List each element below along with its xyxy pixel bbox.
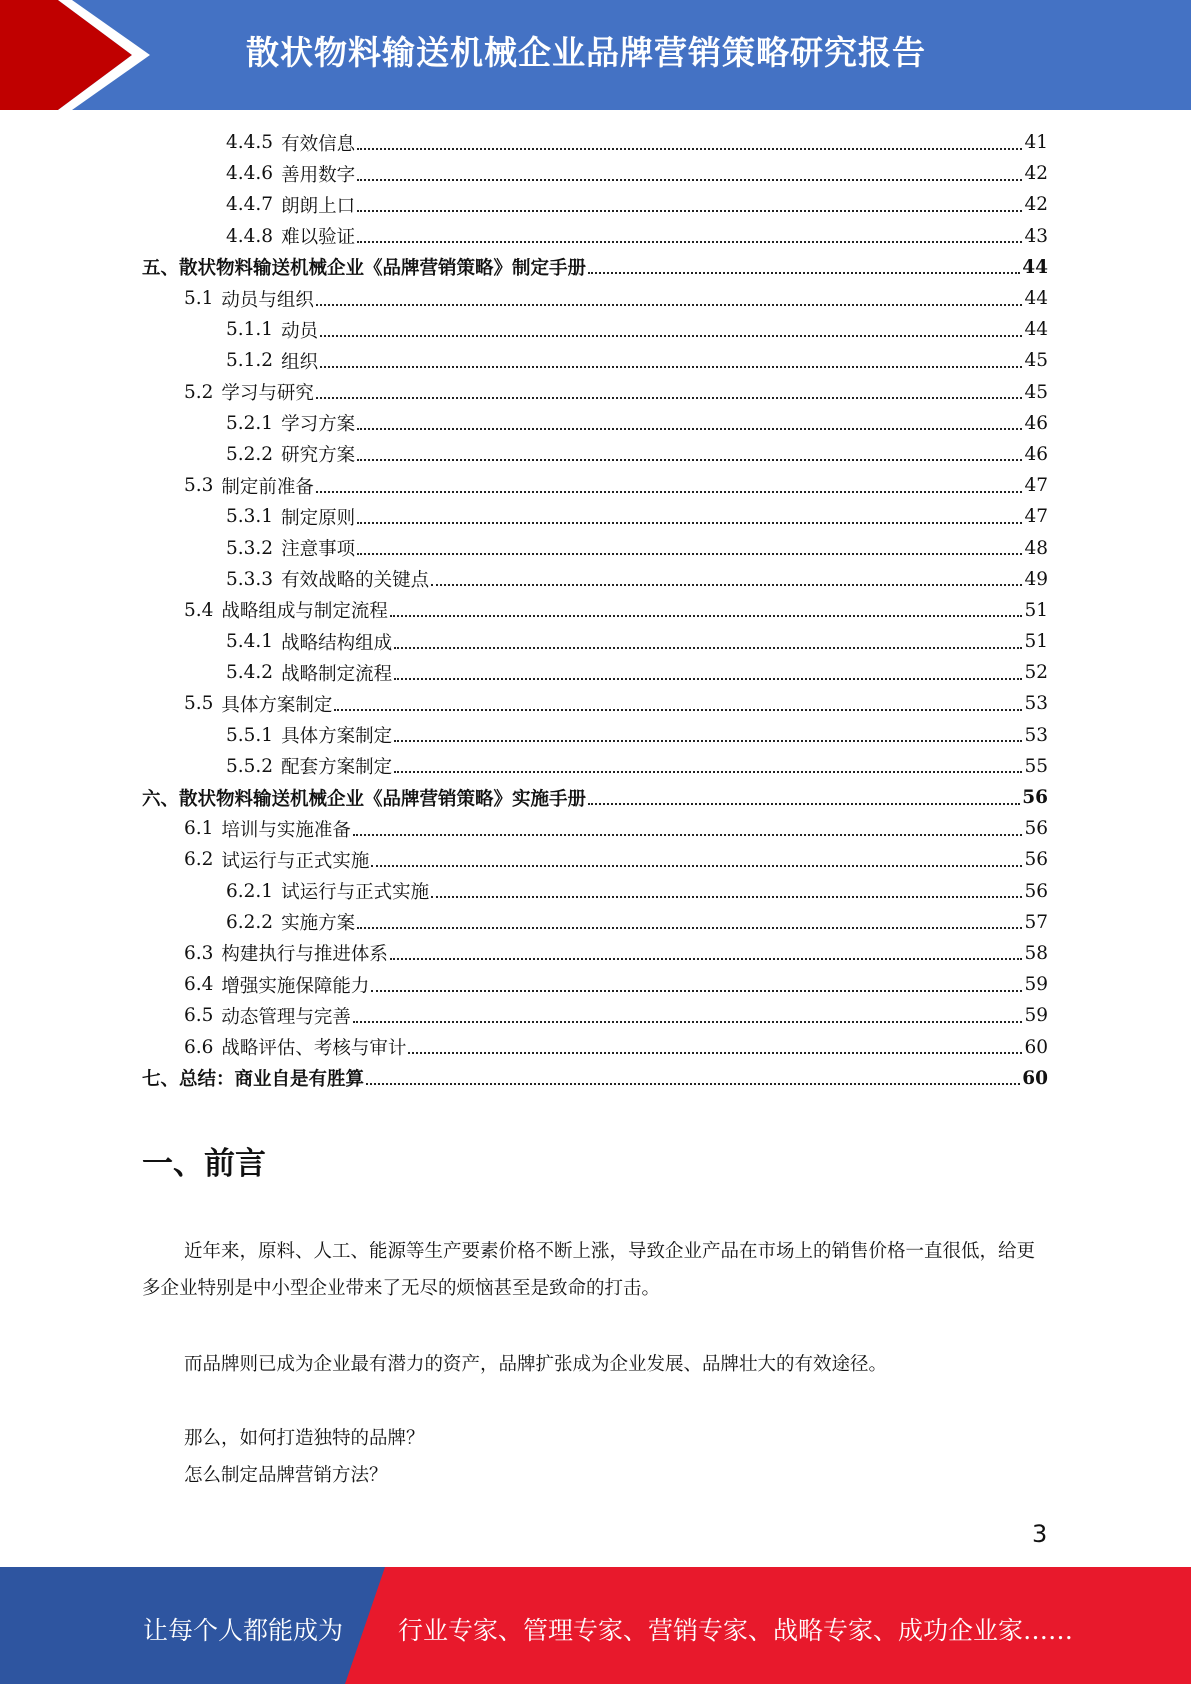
toc-entry[interactable]: [142, 969, 1048, 1000]
toc-dot-leader: [357, 553, 1022, 555]
toc-entry-title: 战略评估、考核与审计: [221, 1038, 407, 1060]
toc-entry-number: 5.5.2: [226, 755, 274, 777]
toc-entry-page: 46: [1024, 412, 1048, 434]
toc-entry[interactable]: [142, 189, 1048, 220]
toc-entry-title: 有效信息: [281, 133, 356, 155]
toc-dot-leader: [334, 709, 1022, 711]
toc-entry[interactable]: [142, 782, 1048, 813]
table-of-contents: [142, 127, 1048, 1094]
toc-dot-leader: [390, 615, 1023, 617]
toc-entry-page: 51: [1024, 599, 1048, 621]
toc-entry-page: 59: [1024, 1005, 1048, 1027]
toc-entry-title: 学习方案: [281, 414, 356, 436]
toc-entry[interactable]: [142, 688, 1048, 719]
toc-entry[interactable]: [142, 501, 1048, 532]
toc-dot-leader: [371, 990, 1022, 992]
toc-entry-number: 5.2.2: [226, 443, 274, 465]
toc-dot-leader: [316, 304, 1023, 306]
toc-entry-title: 六、散状物料输送机械企业《品牌营销策略》实施手册: [142, 788, 587, 810]
toc-entry-title: 试运行与正式实施: [221, 850, 370, 872]
toc-entry-title: 动员与组织: [221, 289, 314, 311]
toc-entry[interactable]: [142, 252, 1048, 283]
toc-entry[interactable]: [142, 127, 1048, 158]
toc-entry-page: 55: [1024, 755, 1048, 777]
toc-entry-page: 44: [1024, 319, 1048, 341]
toc-entry-title: 实施方案: [281, 913, 356, 935]
toc-entry-title: 学习与研究: [221, 383, 314, 405]
toc-entry-page: 52: [1024, 662, 1048, 684]
toc-entry-page: 41: [1024, 132, 1048, 154]
toc-entry-number: 6.3: [184, 942, 214, 964]
toc-entry-title: 制定原则: [281, 507, 356, 529]
toc-dot-leader: [394, 647, 1022, 649]
toc-entry-title: 动态管理与完善: [221, 1006, 351, 1028]
toc-entry-number: 5.1.2: [226, 350, 274, 372]
toc-entry-title: 培训与实施准备: [221, 819, 351, 841]
toc-dot-leader: [371, 865, 1022, 867]
toc-entry-number: 5.5.1: [226, 724, 274, 746]
toc-dot-leader: [357, 927, 1022, 929]
toc-entry-page: 53: [1024, 724, 1048, 746]
toc-entry-number: 5.1.1: [226, 319, 274, 341]
toc-entry-number: 6.6: [184, 1036, 214, 1058]
section-heading: 一、前言: [142, 1146, 266, 1182]
toc-entry-page: 56: [1022, 787, 1048, 809]
toc-entry[interactable]: [142, 907, 1048, 938]
toc-dot-leader: [353, 1021, 1023, 1023]
toc-entry-title: 有效战略的关键点: [281, 570, 430, 592]
page-header: [0, 0, 1191, 110]
toc-entry-title: 五、散状物料输送机械企业《品牌营销策略》制定手册: [142, 258, 587, 280]
toc-entry-number: 6.1: [184, 818, 214, 840]
toc-entry-page: 47: [1024, 506, 1048, 528]
toc-entry-number: 6.2.2: [226, 911, 274, 933]
toc-entry-title: 研究方案: [281, 445, 356, 467]
toc-entry-number: 4.4.8: [226, 225, 274, 247]
toc-entry[interactable]: [142, 813, 1048, 844]
toc-entry-page: 46: [1024, 443, 1048, 465]
toc-entry-page: 60: [1022, 1067, 1048, 1089]
toc-entry[interactable]: [142, 938, 1048, 969]
toc-entry-title: 七、总结：商业自是有胜算: [142, 1069, 365, 1091]
toc-entry[interactable]: [142, 626, 1048, 657]
toc-entry[interactable]: [142, 720, 1048, 751]
toc-dot-leader: [357, 179, 1022, 181]
toc-entry-title: 试运行与正式实施: [281, 882, 430, 904]
toc-entry-page: 45: [1024, 381, 1048, 403]
toc-entry[interactable]: [142, 345, 1048, 376]
toc-dot-leader: [357, 428, 1022, 430]
toc-entry[interactable]: [142, 876, 1048, 907]
toc-entry-number: 6.5: [184, 1005, 214, 1027]
toc-dot-leader: [357, 210, 1022, 212]
toc-entry[interactable]: [142, 595, 1048, 626]
toc-entry[interactable]: [142, 221, 1048, 252]
toc-entry-number: 5.5: [184, 693, 214, 715]
preface-paragraph-2: 而品牌则已成为企业最有潜力的资产，品牌扩张成为企业发展、品牌壮大的有效途径。: [184, 1354, 888, 1375]
toc-entry-page: 59: [1024, 974, 1048, 996]
toc-entry[interactable]: [142, 532, 1048, 563]
toc-entry-page: 44: [1024, 288, 1048, 310]
preface-question-2: 怎么制定品牌营销方法？: [184, 1465, 388, 1486]
toc-entry-title: 朗朗上口: [281, 195, 356, 217]
toc-entry-number: 5.2: [184, 381, 214, 403]
toc-entry-title: 善用数字: [281, 164, 356, 186]
footer-slogan-right: 行业专家、管理专家、营销专家、战略专家、成功企业家……: [398, 1616, 1074, 1645]
toc-entry-page: 47: [1024, 475, 1048, 497]
toc-dot-leader: [588, 272, 1020, 274]
toc-entry-number: 6.4: [184, 974, 214, 996]
toc-entry[interactable]: [142, 158, 1048, 189]
toc-entry-page: 56: [1024, 880, 1048, 902]
toc-entry-page: 48: [1024, 537, 1048, 559]
toc-entry-page: 57: [1024, 911, 1048, 933]
toc-dot-leader: [390, 958, 1023, 960]
toc-entry-number: 5.3.3: [226, 568, 274, 590]
toc-dot-leader: [357, 241, 1022, 243]
toc-entry-title: 制定前准备: [221, 476, 314, 498]
toc-entry-page: 45: [1024, 350, 1048, 372]
toc-entry-page: 43: [1024, 225, 1048, 247]
toc-entry[interactable]: [142, 844, 1048, 875]
footer-slogan-left: 让每个人都能成为: [143, 1616, 344, 1645]
toc-dot-leader: [408, 1052, 1022, 1054]
toc-entry-page: 58: [1024, 942, 1048, 964]
toc-entry-number: 5.3: [184, 475, 214, 497]
toc-dot-leader: [366, 1083, 1020, 1085]
toc-entry-title: 组织: [281, 351, 319, 373]
toc-entry[interactable]: [142, 377, 1048, 408]
toc-entry[interactable]: [142, 1031, 1048, 1062]
toc-entry-title: 增强实施保障能力: [221, 975, 370, 997]
toc-dot-leader: [357, 522, 1022, 524]
toc-entry-page: 44: [1022, 256, 1048, 278]
toc-entry-number: 4.4.5: [226, 132, 274, 154]
toc-entry-number: 5.4: [184, 599, 214, 621]
toc-entry[interactable]: [142, 1000, 1048, 1031]
toc-entry-title: 构建执行与推进体系: [221, 944, 388, 966]
toc-entry-page: 42: [1024, 194, 1048, 216]
toc-entry[interactable]: [142, 283, 1048, 314]
toc-entry-title: 配套方案制定: [281, 757, 393, 779]
toc-entry-number: 4.4.6: [226, 163, 274, 185]
toc-entry-page: 42: [1024, 163, 1048, 185]
toc-entry-title: 动员: [281, 320, 319, 342]
toc-entry-number: 5.3.2: [226, 537, 274, 559]
toc-entry[interactable]: [142, 314, 1048, 345]
toc-entry[interactable]: [142, 1063, 1048, 1094]
toc-entry-page: 56: [1024, 849, 1048, 871]
toc-entry-number: 5.4.2: [226, 662, 274, 684]
toc-entry[interactable]: [142, 564, 1048, 595]
toc-dot-leader: [431, 584, 1022, 586]
page-number: 3: [1032, 1520, 1048, 1548]
toc-entry[interactable]: [142, 439, 1048, 470]
page-footer: [0, 1567, 1191, 1684]
toc-entry-title: 具体方案制定: [221, 694, 333, 716]
toc-entry-number: 6.2.1: [226, 880, 274, 902]
toc-entry-page: 49: [1024, 568, 1048, 590]
toc-entry[interactable]: [142, 657, 1048, 688]
preface-paragraph-1: 近年来，原料、人工、能源等生产要素价格不断上涨，导致企业产品在市场上的销售价格一直很低，给更多企业特别是中小型企业带来了无尽的烦恼甚至是致命的打击。: [142, 1241, 1036, 1299]
toc-entry[interactable]: [142, 408, 1048, 439]
toc-dot-leader: [353, 834, 1023, 836]
toc-entry-title: 注意事项: [281, 539, 356, 561]
toc-entry-title: 战略结构组成: [281, 632, 393, 654]
toc-entry-title: 战略制定流程: [281, 663, 393, 685]
toc-entry-page: 53: [1024, 693, 1048, 715]
toc-entry-number: 5.4.1: [226, 631, 274, 653]
toc-entry-number: 5.2.1: [226, 412, 274, 434]
toc-entry-title: 具体方案制定: [281, 726, 393, 748]
toc-entry-title: 战略组成与制定流程: [221, 601, 388, 623]
toc-entry-number: 5.3.1: [226, 506, 274, 528]
toc-entry-page: 51: [1024, 631, 1048, 653]
toc-entry[interactable]: [142, 470, 1048, 501]
toc-dot-leader: [394, 771, 1022, 773]
toc-dot-leader: [316, 491, 1023, 493]
toc-entry-title: 难以验证: [281, 227, 356, 249]
toc-entry-number: 5.1: [184, 288, 214, 310]
document-title: 散状物料输送机械企业品牌营销策略研究报告: [246, 33, 926, 72]
toc-dot-leader: [394, 678, 1022, 680]
toc-dot-leader: [394, 740, 1022, 742]
toc-dot-leader: [357, 459, 1022, 461]
preface-question-1: 那么，如何打造独特的品牌？: [184, 1428, 425, 1449]
toc-entry[interactable]: [142, 751, 1048, 782]
toc-dot-leader: [588, 803, 1020, 805]
toc-dot-leader: [320, 335, 1022, 337]
toc-dot-leader: [357, 148, 1022, 150]
toc-entry-page: 56: [1024, 818, 1048, 840]
toc-dot-leader: [320, 366, 1022, 368]
toc-dot-leader: [316, 397, 1023, 399]
toc-dot-leader: [431, 896, 1022, 898]
toc-entry-number: 6.2: [184, 849, 214, 871]
toc-entry-number: 4.4.7: [226, 194, 274, 216]
toc-entry-page: 60: [1024, 1036, 1048, 1058]
